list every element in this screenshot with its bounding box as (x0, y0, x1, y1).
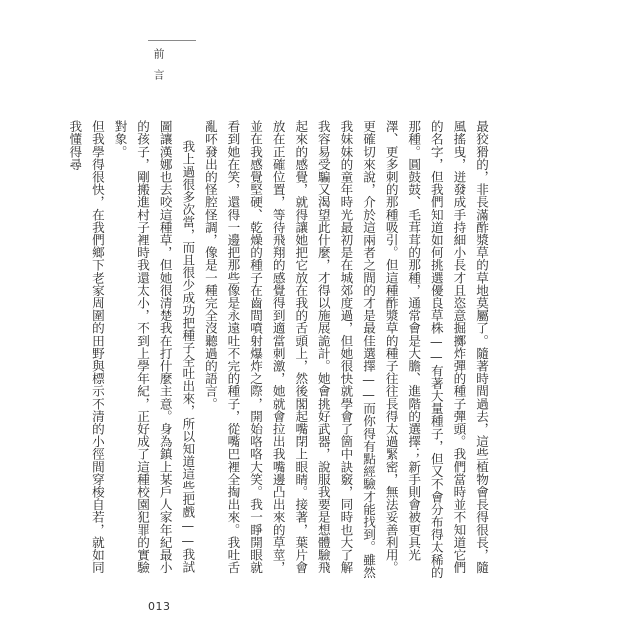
paragraph-2: 我上過很多次當，而且很少成功把種子全吐出來，所以知道這些把戲——我試圖讓漢娜也去咬這種草，但她很清楚我在打什麼主意。身為鎮上某戶人家年紀最小的孩子，剛搬進村子裡時我還太小，不到上學年紀，正好成了這種校園犯罪的實驗對象。 (112, 120, 196, 574)
paragraph-3: 但我學得很快，在我們鄉下老家周圍的田野與標示不清的小徑間穿梭自若，就如同我懂得尋 (67, 120, 105, 574)
page-number: 013 (148, 600, 171, 613)
chapter-title: 前言 (152, 48, 165, 90)
paragraph-1: 最狡猾的，非長滿酢漿草的草地莫屬了。隨著時間過去，這些植物會長得很長，隨風搖曳，迸發成手持細小長才且恣意掘擲炸彈的種子彈頭。我們當時並不知道它們的名字，但我們知道如何挑選優良草株——有著大量種子，但又不會分布得太稀的那種。圓鼓鼓、毛茸茸的那種，通常會是大膽、進階的選擇；新手則會被更具光澤、更多刺的那種吸引。但這種酢漿草的種子往往長得太過緊密，無法妥善利用。更確切來說，介於這兩者之間的才是最佳選擇——而你得有點經驗才能找到。雖然我妹妹的童年時光最初是在城郊度過，但她很快就學會了箇中訣竅，同時也大了解我容易受騙又渴望此什麼，才得以施展詭計。她會挑好武器，說服我要是想體驗飛起來的感覺，就得讓她把它放在我的舌頭上，然後閣起嘴閉上眼睛。接著，葉片會放在正確位置，等待飛翔的感覺得到適當刺激，她就會拉出我嘴邊凸出來的草莖，並在我感覺堅硬、乾燥的種子在齒間噴射爆炸之際，開始咯咯大笑。我一睜開眼就看到她在笑，還得一邊把那些像是永遠吐不完的種子，從嘴巴裡全掏出來。我吐舌亂吥發出的怪腔怪調，像是一種完全沒聽過的語言。 (202, 120, 489, 579)
body-text (67, 120, 492, 584)
header-rule (148, 40, 196, 41)
